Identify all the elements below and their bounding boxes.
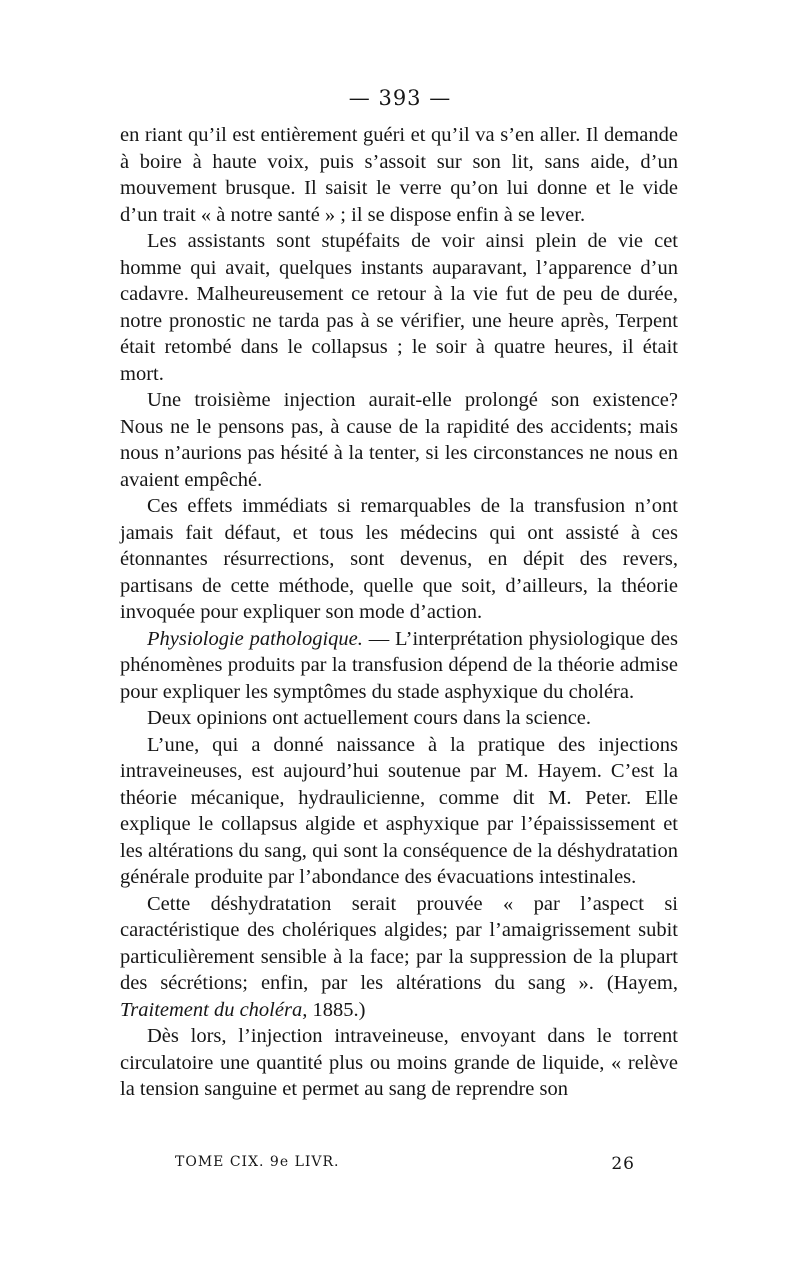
volume-label: TOME CIX. 9e LIVR. — [175, 1154, 340, 1170]
paragraph-text: Dès lors, l’injection intraveineuse, envoyant dans le torrent circulatoire une quantité plus ou moins grande de liquide, « relève la tension sanguine et permet au sang de reprendre son — [120, 1025, 678, 1100]
paragraph — [120, 705, 678, 732]
paragraph — [120, 732, 678, 891]
paragraph-text: 1885.) — [307, 998, 366, 1021]
paragraph — [120, 228, 678, 387]
paragraph-text: Ces effets immédiats si remarquables de la transfusion n’ont jamais fait défaut, et tous les médecins qui ont assisté à ces étonnantes résurrections, sont devenus, en dépit des revers, partisans de cette méthode, quelle que soit, d’ailleurs, la théorie invoquée pour expliquer son mode d’action. — [120, 495, 678, 623]
paragraph — [120, 1023, 678, 1103]
page-number: — 393 — — [348, 86, 452, 110]
paragraph-text: en riant qu’il est entièrement guéri et qu’il va s’en aller. Il demande à boire à haute voix, puis s’assoit sur son lit, sans aide, d’un mouvement brusque. Il saisit le verre qu’on lui donne et le vide d’un trait « à notre santé » ; il se dispose enfin à se lever. — [120, 124, 678, 226]
paragraph-text: — L’interprétation physiologique des phénomènes produits par la transfusion dépend de la théorie admise pour expliquer les symptômes du stade asphyxique du choléra. — [120, 627, 678, 703]
paragraph — [120, 387, 678, 493]
citation-title: Traitement du choléra, — [120, 998, 308, 1021]
paragraph — [120, 122, 678, 228]
signature-mark: 26 — [611, 1154, 635, 1174]
paragraph-text: Deux opinions ont actuellement cours dans la science. — [147, 707, 592, 729]
paragraph-text: Cette déshydratation serait prouvée « par l’aspect si caractéristique des cholériques algides; par l’amaigrissement subit particulièrement sensible à la face; par la suppression de la plupart des sécrétions; enfin, par les altérations du sang ». (Hayem, — [120, 892, 678, 994]
paragraph-text: L’une, qui a donné naissance à la pratique des injections intraveineuses, est aujourd’hui soutenue par M. Hayem. C’est la théorie mécanique, hydraulicienne, comme dit M. Peter. Elle explique le collapsus algide et asphyxique par l’épaississement et les altérations du sang, qui sont la conséquence de la déshydratation générale produite par l’abondance des évacuations intestinales. — [120, 733, 678, 888]
paragraph — [120, 493, 678, 626]
paragraph-text: Une troisième injection aurait-elle prolongé son existence? Nous ne le pensons pas, à cause de la rapidité des accidents; mais nous n’aurions pas hésité à la tenter, si les circonstances ne nous en avaient empêché. — [120, 389, 678, 491]
paragraph-text: Les assistants sont stupéfaits de voir ainsi plein de vie cet homme qui avait, quelques instants auparavant, l’apparence d’un cadavre. Malheureusement ce retour à la vie fut de peu de durée, notre pronostic ne tarda pas à se vérifier, une heure après, Terpent était retombé dans le collapsus ; le soir à quatre heures, il était mort. — [120, 230, 678, 385]
paragraph — [120, 626, 678, 706]
body-text — [120, 122, 678, 1103]
paragraph — [120, 891, 678, 1024]
section-heading: Physiologie pathologique. — [147, 627, 363, 650]
